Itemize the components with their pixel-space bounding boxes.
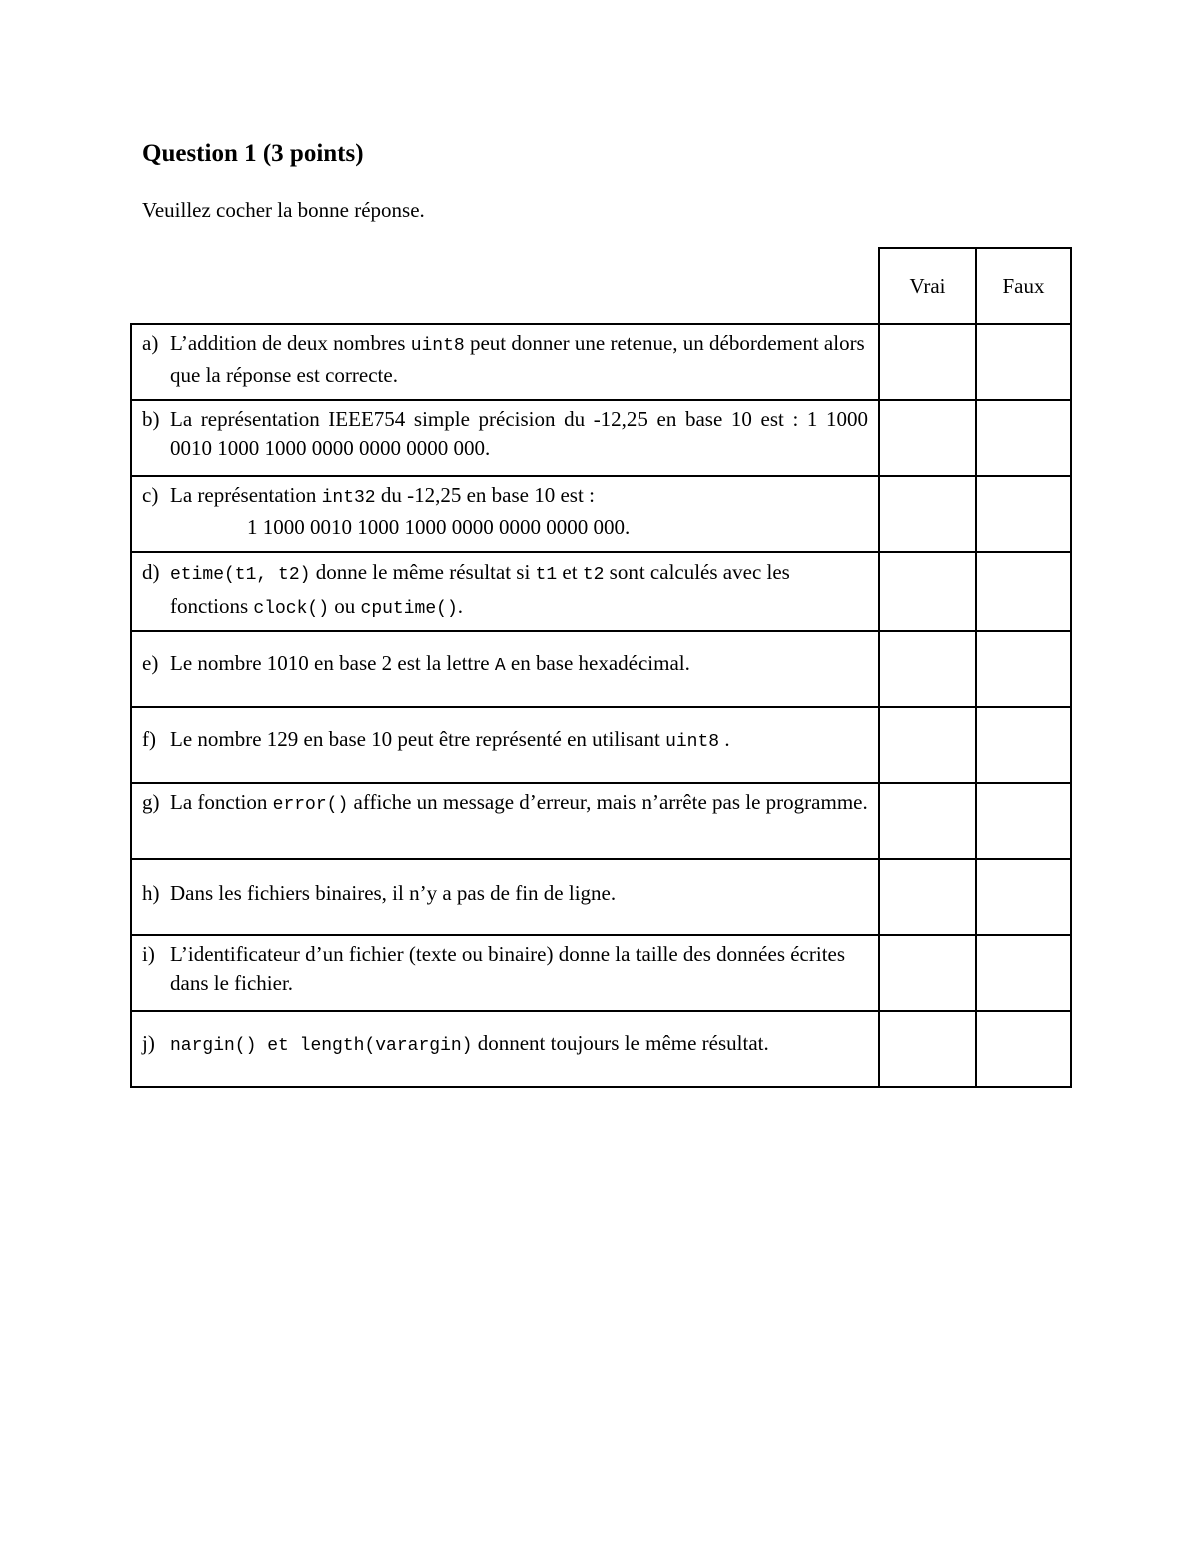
question-label-b: b): [142, 407, 160, 431]
code-t1: t1: [535, 565, 558, 585]
question-text-g: [131, 783, 879, 859]
checkbox-vrai-b[interactable]: [879, 400, 976, 476]
code-cputime: cputime(): [360, 599, 458, 619]
checkbox-faux-j[interactable]: [976, 1011, 1071, 1087]
header-faux: Faux: [976, 248, 1071, 324]
question-label-f: f): [142, 727, 156, 751]
text-segment: L’identificateur d’un fichier (texte ou binaire) donne la taille des données écrites dans le fichier.: [170, 942, 846, 995]
question-text-f: [131, 707, 879, 783]
checkbox-faux-c[interactable]: [976, 476, 1071, 552]
table-header-row: [131, 248, 1071, 324]
text-segment: en base hexadécimal.: [505, 651, 690, 675]
checkbox-faux-g[interactable]: [976, 783, 1071, 859]
instruction-text: Veuillez cocher la bonne réponse.: [142, 198, 425, 222]
question-label-c: c): [142, 483, 159, 507]
code-t2: t2: [582, 565, 605, 585]
question-text-e: [131, 631, 879, 707]
code-uint8: uint8: [410, 336, 465, 356]
question-row-h: [131, 859, 1071, 935]
question-row-d: [131, 552, 1071, 631]
code-etime: etime(t1, t2): [170, 565, 311, 585]
question-row-j: [131, 1011, 1071, 1087]
checkbox-vrai-d[interactable]: [879, 552, 976, 631]
question-label-a: a): [142, 331, 159, 355]
question-title: Question 1 (3 points): [142, 140, 364, 167]
binary-value: 1 1000 0010 1000 1000 0000 0000 0000 000.: [247, 515, 631, 539]
code-error: error(): [272, 795, 349, 815]
question-row-i: [131, 935, 1071, 1011]
code-nargin: nargin(): [170, 1036, 257, 1056]
question-row-b: [131, 400, 1071, 476]
true-false-table: [130, 247, 1072, 1088]
question-text-j: [131, 1011, 879, 1087]
checkbox-vrai-j[interactable]: [879, 1011, 976, 1087]
text-segment: affiche un message d’erreur, mais n’arrête pas le programme.: [348, 790, 868, 814]
question-label-j: j): [142, 1031, 155, 1055]
header-vrai: Vrai: [879, 248, 976, 324]
text-segment: et: [256, 1036, 300, 1056]
checkbox-faux-f[interactable]: [976, 707, 1071, 783]
checkbox-faux-a[interactable]: [976, 324, 1071, 400]
checkbox-vrai-g[interactable]: [879, 783, 976, 859]
checkbox-vrai-a[interactable]: [879, 324, 976, 400]
text-segment: ou: [329, 594, 361, 618]
text-segment: La représentation IEEE754 simple précision du -12,25 en base 10 est : 1 1000 0010 1000 1000 0000 0000 0000 000.: [170, 407, 868, 460]
question-text-h: [131, 859, 879, 935]
question-label-d: d): [142, 560, 160, 584]
text-segment: du -12,25 en base 10 est :: [375, 483, 595, 507]
checkbox-faux-b[interactable]: [976, 400, 1071, 476]
checkbox-faux-d[interactable]: [976, 552, 1071, 631]
checkbox-vrai-i[interactable]: [879, 935, 976, 1011]
checkbox-faux-i[interactable]: [976, 935, 1071, 1011]
question-row-f: [131, 707, 1071, 783]
code-int32: int32: [321, 488, 376, 508]
question-text-i: [131, 935, 879, 1011]
text-segment: .: [457, 594, 463, 618]
header-blank-cell: [131, 248, 879, 324]
code-length-varargin: length(varargin): [299, 1036, 473, 1056]
question-row-c: [131, 476, 1071, 552]
text-segment: et: [557, 560, 583, 584]
text-segment: donnent toujours le même résultat.: [472, 1031, 769, 1055]
text-segment: La fonction: [170, 790, 273, 814]
text-segment: sont calculés avec les fonctions: [170, 560, 790, 618]
checkbox-vrai-h[interactable]: [879, 859, 976, 935]
text-segment: La représentation: [170, 483, 322, 507]
question-label-h: h): [142, 880, 160, 905]
text-segment: .: [719, 727, 730, 751]
text-segment: donne le même résultat si: [310, 560, 536, 584]
question-row-e: [131, 631, 1071, 707]
checkbox-vrai-c[interactable]: [879, 476, 976, 552]
code-A: A: [494, 656, 506, 676]
text-segment: L’addition de deux nombres: [170, 331, 411, 355]
text-segment: Le nombre 1010 en base 2 est la lettre: [170, 651, 495, 675]
text-segment: Le nombre 129 en base 10 peut être représenté en utilisant: [170, 727, 666, 751]
question-label-g: g): [142, 790, 160, 814]
question-row-a: [131, 324, 1071, 400]
question-label-i: i): [142, 942, 155, 966]
question-text-d: [131, 552, 879, 631]
checkbox-vrai-e[interactable]: [879, 631, 976, 707]
question-text-c: [131, 476, 879, 552]
question-row-g: [131, 783, 1071, 859]
code-uint8: uint8: [665, 732, 720, 752]
checkbox-faux-h[interactable]: [976, 859, 1071, 935]
question-text-a: [131, 324, 879, 400]
question-label-e: e): [142, 651, 159, 675]
checkbox-faux-e[interactable]: [976, 631, 1071, 707]
text-segment: Dans les fichiers binaires, il n’y a pas de fin de ligne.: [170, 880, 617, 905]
question-text-b: [131, 400, 879, 476]
text-segment: peut donner une retenue, un débordement alors que la réponse est correcte.: [170, 331, 865, 387]
code-clock: clock(): [253, 599, 330, 619]
checkbox-vrai-f[interactable]: [879, 707, 976, 783]
